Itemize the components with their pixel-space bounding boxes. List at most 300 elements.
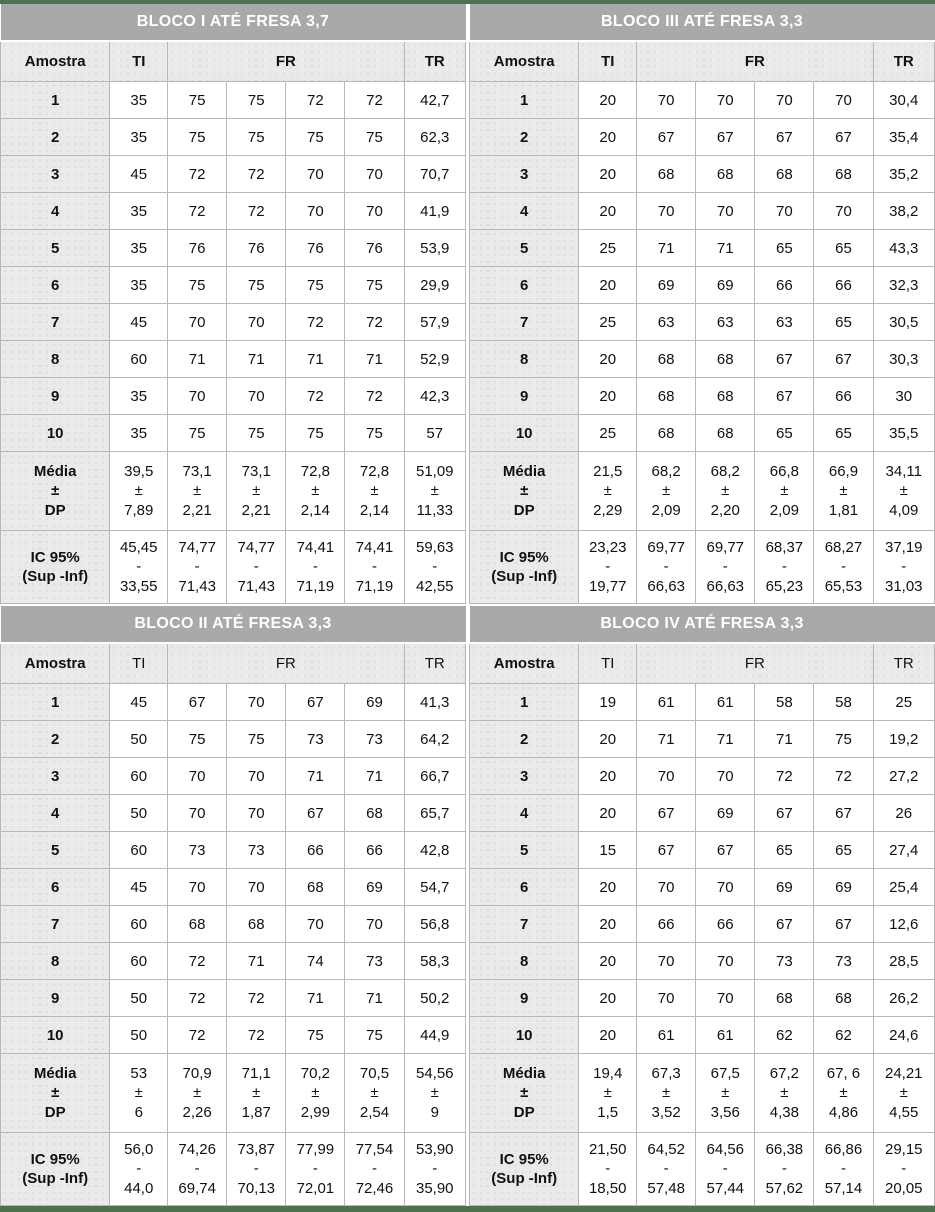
plus-minus-sign: ± bbox=[252, 482, 261, 500]
value-cell: 62 bbox=[755, 1017, 814, 1054]
column-header-amostra: Amostra bbox=[470, 41, 579, 82]
value-cell: 72 bbox=[755, 758, 814, 795]
value-cell: 75 bbox=[286, 267, 345, 304]
value-cell: 20 bbox=[579, 758, 637, 795]
column-header-amostra: Amostra bbox=[1, 41, 110, 82]
ic95-row bbox=[470, 531, 935, 604]
plus-minus-sign: ± bbox=[662, 482, 671, 500]
value-cell: 67 bbox=[286, 795, 345, 832]
value-cell: 66 bbox=[814, 378, 873, 415]
value-cell: 75 bbox=[168, 267, 227, 304]
sample-row bbox=[1, 341, 466, 378]
ic-sup-value: 74,77 bbox=[237, 538, 276, 556]
sample-number-cell: 2 bbox=[470, 119, 579, 156]
value-cell: 75 bbox=[227, 415, 286, 452]
value-cell: 20 bbox=[579, 1017, 637, 1054]
value-cell: 61 bbox=[696, 684, 755, 721]
value-cell: 65 bbox=[755, 230, 814, 267]
value-cell: 70 bbox=[168, 758, 227, 795]
ic-sup-value: 77,99 bbox=[296, 1140, 335, 1158]
value-cell: 66 bbox=[696, 906, 755, 943]
value-cell: 70,7 bbox=[404, 156, 465, 193]
range-separator: - bbox=[605, 1160, 611, 1178]
bloco-iii-body bbox=[470, 82, 935, 604]
value-cell: 60 bbox=[110, 906, 168, 943]
ic-inf-value: 42,55 bbox=[415, 577, 454, 595]
block-title: BLOCO IV ATÉ FRESA 3,3 bbox=[470, 605, 935, 643]
sample-row bbox=[1, 267, 466, 304]
value-cell: 20 bbox=[579, 193, 637, 230]
mean-value: 51,09 bbox=[415, 462, 454, 480]
value-cell: 29,9 bbox=[404, 267, 465, 304]
ic95-cell bbox=[814, 531, 873, 604]
value-cell: 20 bbox=[579, 267, 637, 304]
value-cell: 71 bbox=[755, 721, 814, 758]
ic95-cell bbox=[345, 531, 404, 604]
value-cell: 71 bbox=[286, 341, 345, 378]
sample-row bbox=[1, 869, 466, 906]
block-title-row bbox=[1, 4, 466, 41]
value-cell: 20 bbox=[579, 341, 637, 378]
dp-value: 4,09 bbox=[889, 501, 919, 519]
column-header-row bbox=[1, 41, 466, 82]
sample-row bbox=[470, 304, 935, 341]
sample-number-cell: 1 bbox=[1, 82, 110, 119]
value-cell: 69 bbox=[696, 795, 755, 832]
value-cell: 70 bbox=[637, 758, 696, 795]
value-cell: 69 bbox=[345, 684, 404, 721]
ic-inf-value: 19,77 bbox=[588, 577, 627, 595]
media-dp-cell bbox=[814, 452, 873, 531]
ic95-cell bbox=[637, 531, 696, 604]
value-cell: 70 bbox=[286, 906, 345, 943]
mean-value: 72,8 bbox=[300, 462, 330, 480]
sample-row bbox=[1, 721, 466, 758]
value-cell: 73 bbox=[755, 943, 814, 980]
range-separator: - bbox=[663, 1160, 669, 1178]
value-cell: 75 bbox=[168, 119, 227, 156]
mean-value: 68,2 bbox=[710, 462, 740, 480]
sample-row bbox=[470, 684, 935, 721]
value-cell: 70 bbox=[168, 378, 227, 415]
mean-value: 54,56 bbox=[415, 1064, 454, 1082]
sample-number-cell: 6 bbox=[470, 267, 579, 304]
block-title: BLOCO III ATÉ FRESA 3,3 bbox=[470, 4, 935, 41]
value-cell: 71 bbox=[168, 341, 227, 378]
value-cell: 72 bbox=[345, 304, 404, 341]
block-title-row bbox=[470, 605, 935, 643]
range-separator: - bbox=[901, 558, 907, 576]
sample-number-cell: 5 bbox=[470, 230, 579, 267]
media-dp-cell bbox=[814, 1054, 873, 1133]
value-cell: 30 bbox=[873, 378, 934, 415]
ic-inf-value: 65,53 bbox=[824, 577, 863, 595]
plus-minus-sign: ± bbox=[370, 482, 379, 500]
label-line: IC 95% bbox=[499, 1150, 549, 1168]
ic95-cell bbox=[814, 1133, 873, 1206]
value-cell: 65 bbox=[755, 832, 814, 869]
block-title: BLOCO I ATÉ FRESA 3,7 bbox=[1, 4, 466, 41]
value-cell: 75 bbox=[168, 415, 227, 452]
column-header-tr: TR bbox=[873, 41, 934, 82]
value-cell: 70 bbox=[814, 82, 873, 119]
value-cell: 70 bbox=[637, 980, 696, 1017]
ic95-cell bbox=[873, 531, 934, 604]
value-cell: 53,9 bbox=[404, 230, 465, 267]
ic-sup-value: 56,0 bbox=[124, 1140, 154, 1158]
value-cell: 73 bbox=[345, 943, 404, 980]
dp-value: 1,81 bbox=[828, 501, 859, 519]
media-dp-cell bbox=[227, 1054, 286, 1133]
value-cell: 75 bbox=[345, 267, 404, 304]
sample-row bbox=[470, 82, 935, 119]
value-cell: 65 bbox=[755, 415, 814, 452]
ic-inf-value: 71,19 bbox=[355, 577, 394, 595]
ic95-cell bbox=[227, 1133, 286, 1206]
sample-number-cell: 10 bbox=[470, 415, 579, 452]
ic95-cell bbox=[637, 1133, 696, 1206]
column-header-tr: TR bbox=[404, 41, 465, 82]
value-cell: 70 bbox=[696, 193, 755, 230]
value-cell: 30,5 bbox=[873, 304, 934, 341]
sample-number-cell: 4 bbox=[470, 193, 579, 230]
value-cell: 35 bbox=[110, 267, 168, 304]
mean-value: 66,8 bbox=[769, 462, 799, 480]
column-header-ti: TI bbox=[110, 643, 168, 684]
value-cell: 75 bbox=[227, 267, 286, 304]
value-cell: 63 bbox=[755, 304, 814, 341]
sample-row bbox=[470, 943, 935, 980]
value-cell: 70 bbox=[345, 906, 404, 943]
value-cell: 70 bbox=[227, 304, 286, 341]
media-dp-label bbox=[470, 1054, 579, 1133]
value-cell: 71 bbox=[696, 721, 755, 758]
value-cell: 70 bbox=[755, 82, 814, 119]
sample-number-cell: 6 bbox=[470, 869, 579, 906]
sample-number-cell: 2 bbox=[1, 721, 110, 758]
value-cell: 65 bbox=[814, 304, 873, 341]
mean-value: 71,1 bbox=[241, 1064, 271, 1082]
ic95-cell bbox=[873, 1133, 934, 1206]
media-dp-cell bbox=[110, 452, 168, 531]
value-cell: 50 bbox=[110, 1017, 168, 1054]
value-cell: 70 bbox=[637, 869, 696, 906]
value-cell: 27,4 bbox=[873, 832, 934, 869]
sample-number-cell: 10 bbox=[470, 1017, 579, 1054]
plus-minus-sign: ± bbox=[252, 1084, 261, 1102]
range-separator: - bbox=[840, 1160, 846, 1178]
value-cell: 70 bbox=[227, 795, 286, 832]
column-header-ti: TI bbox=[579, 41, 637, 82]
dp-value: 2,26 bbox=[182, 1103, 212, 1121]
value-cell: 67 bbox=[696, 119, 755, 156]
value-cell: 25 bbox=[579, 304, 637, 341]
plus-minus-sign: ± bbox=[780, 482, 789, 500]
value-cell: 68 bbox=[168, 906, 227, 943]
value-cell: 75 bbox=[286, 119, 345, 156]
value-cell: 67 bbox=[168, 684, 227, 721]
media-dp-cell bbox=[873, 452, 934, 531]
value-cell: 57 bbox=[404, 415, 465, 452]
plus-minus-sign: ± bbox=[899, 482, 908, 500]
value-cell: 67 bbox=[755, 906, 814, 943]
ic-sup-value: 68,27 bbox=[824, 538, 863, 556]
media-dp-row bbox=[470, 1054, 935, 1133]
column-header-row bbox=[470, 643, 935, 684]
value-cell: 75 bbox=[227, 119, 286, 156]
value-cell: 50 bbox=[110, 795, 168, 832]
dp-value: 2,54 bbox=[359, 1103, 390, 1121]
dp-value: 9 bbox=[430, 1103, 439, 1121]
ic-inf-value: 65,23 bbox=[765, 577, 804, 595]
media-dp-cell bbox=[110, 1054, 168, 1133]
sample-number-cell: 3 bbox=[470, 156, 579, 193]
sample-number-cell: 9 bbox=[470, 980, 579, 1017]
value-cell: 68 bbox=[696, 378, 755, 415]
ic-inf-value: 20,05 bbox=[884, 1179, 923, 1197]
ic95-label bbox=[470, 531, 579, 604]
mean-value: 67,5 bbox=[710, 1064, 740, 1082]
label-line: IC 95% bbox=[30, 548, 80, 566]
value-cell: 67 bbox=[755, 795, 814, 832]
ic-sup-value: 29,15 bbox=[884, 1140, 923, 1158]
ic95-row bbox=[1, 531, 466, 604]
value-cell: 25,4 bbox=[873, 869, 934, 906]
sample-row bbox=[470, 119, 935, 156]
ic95-cell bbox=[696, 1133, 755, 1206]
value-cell: 35,2 bbox=[873, 156, 934, 193]
ic95-row bbox=[470, 1133, 935, 1206]
value-cell: 70 bbox=[696, 82, 755, 119]
mean-value: 70,5 bbox=[359, 1064, 390, 1082]
sample-number-cell: 7 bbox=[1, 906, 110, 943]
value-cell: 67 bbox=[755, 341, 814, 378]
media-dp-cell bbox=[168, 452, 227, 531]
value-cell: 20 bbox=[579, 156, 637, 193]
range-separator: - bbox=[663, 558, 669, 576]
label-line: (Sup -Inf) bbox=[491, 1170, 558, 1187]
label-line: ± bbox=[520, 482, 529, 500]
value-cell: 72 bbox=[168, 1017, 227, 1054]
sample-number-cell: 1 bbox=[470, 82, 579, 119]
value-cell: 72 bbox=[227, 193, 286, 230]
value-cell: 70 bbox=[286, 193, 345, 230]
value-cell: 75 bbox=[345, 415, 404, 452]
value-cell: 42,8 bbox=[404, 832, 465, 869]
ic95-cell bbox=[110, 1133, 168, 1206]
bloco-iii-table bbox=[469, 4, 935, 604]
mean-value: 73,1 bbox=[182, 462, 212, 480]
media-dp-cell bbox=[286, 452, 345, 531]
sample-row bbox=[470, 193, 935, 230]
value-cell: 75 bbox=[814, 721, 873, 758]
value-cell: 73 bbox=[345, 721, 404, 758]
plus-minus-sign: ± bbox=[430, 482, 439, 500]
range-separator: - bbox=[312, 1160, 318, 1178]
range-separator: - bbox=[371, 1160, 377, 1178]
value-cell: 70 bbox=[168, 869, 227, 906]
sample-row bbox=[1, 943, 466, 980]
value-cell: 20 bbox=[579, 119, 637, 156]
value-cell: 67 bbox=[755, 378, 814, 415]
value-cell: 69 bbox=[696, 267, 755, 304]
ic-sup-value: 77,54 bbox=[355, 1140, 394, 1158]
value-cell: 71 bbox=[345, 341, 404, 378]
value-cell: 50 bbox=[110, 980, 168, 1017]
media-dp-cell bbox=[286, 1054, 345, 1133]
value-cell: 68 bbox=[637, 415, 696, 452]
value-cell: 72 bbox=[168, 943, 227, 980]
value-cell: 68 bbox=[345, 795, 404, 832]
sample-number-cell: 7 bbox=[1, 304, 110, 341]
bloco-ii-section bbox=[0, 604, 466, 1206]
sample-number-cell: 5 bbox=[1, 230, 110, 267]
mean-value: 73,1 bbox=[241, 462, 271, 480]
value-cell: 20 bbox=[579, 378, 637, 415]
value-cell: 73 bbox=[227, 832, 286, 869]
value-cell: 72 bbox=[814, 758, 873, 795]
value-cell: 72 bbox=[168, 156, 227, 193]
value-cell: 25 bbox=[873, 684, 934, 721]
sample-number-cell: 5 bbox=[470, 832, 579, 869]
ic-inf-value: 70,13 bbox=[237, 1179, 276, 1197]
value-cell: 75 bbox=[286, 415, 345, 452]
value-cell: 27,2 bbox=[873, 758, 934, 795]
bloco-i-body bbox=[1, 82, 466, 604]
sample-number-cell: 8 bbox=[470, 341, 579, 378]
value-cell: 67 bbox=[286, 684, 345, 721]
range-separator: - bbox=[840, 558, 846, 576]
media-dp-cell bbox=[755, 1054, 814, 1133]
value-cell: 20 bbox=[579, 721, 637, 758]
ic95-cell bbox=[579, 1133, 637, 1206]
dp-value: 2,14 bbox=[359, 501, 390, 519]
value-cell: 68 bbox=[286, 869, 345, 906]
value-cell: 72 bbox=[286, 82, 345, 119]
sample-row bbox=[1, 156, 466, 193]
sample-number-cell: 9 bbox=[470, 378, 579, 415]
plus-minus-sign: ± bbox=[839, 482, 848, 500]
value-cell: 20 bbox=[579, 906, 637, 943]
column-header-fr: FR bbox=[637, 643, 873, 684]
value-cell: 66 bbox=[814, 267, 873, 304]
sample-row bbox=[1, 684, 466, 721]
value-cell: 35 bbox=[110, 415, 168, 452]
value-cell: 54,7 bbox=[404, 869, 465, 906]
value-cell: 71 bbox=[227, 943, 286, 980]
range-separator: - bbox=[253, 558, 259, 576]
ic-inf-value: 57,48 bbox=[647, 1179, 685, 1197]
sample-number-cell: 3 bbox=[470, 758, 579, 795]
sample-row bbox=[470, 980, 935, 1017]
range-separator: - bbox=[312, 558, 318, 576]
value-cell: 45 bbox=[110, 156, 168, 193]
sample-row bbox=[1, 980, 466, 1017]
value-cell: 58 bbox=[814, 684, 873, 721]
value-cell: 73 bbox=[286, 721, 345, 758]
value-cell: 70 bbox=[168, 304, 227, 341]
value-cell: 25 bbox=[579, 230, 637, 267]
bottom-accent-bar bbox=[0, 1206, 935, 1212]
ic-inf-value: 33,55 bbox=[119, 577, 158, 595]
value-cell: 71 bbox=[637, 230, 696, 267]
value-cell: 41,9 bbox=[404, 193, 465, 230]
sample-number-cell: 8 bbox=[470, 943, 579, 980]
value-cell: 71 bbox=[637, 721, 696, 758]
value-cell: 43,3 bbox=[873, 230, 934, 267]
value-cell: 45 bbox=[110, 684, 168, 721]
value-cell: 32,3 bbox=[873, 267, 934, 304]
dp-value: 11,33 bbox=[416, 501, 453, 519]
media-dp-row bbox=[1, 452, 466, 531]
sample-number-cell: 2 bbox=[1, 119, 110, 156]
value-cell: 76 bbox=[286, 230, 345, 267]
media-dp-cell bbox=[637, 1054, 696, 1133]
column-header-fr: FR bbox=[168, 41, 404, 82]
value-cell: 42,7 bbox=[404, 82, 465, 119]
label-line: DP bbox=[44, 501, 66, 519]
dp-value: 2,09 bbox=[651, 501, 681, 519]
sample-row bbox=[1, 906, 466, 943]
column-header-row bbox=[1, 643, 466, 684]
mean-value: 24,21 bbox=[884, 1064, 923, 1082]
value-cell: 35 bbox=[110, 193, 168, 230]
bloco-ii-body bbox=[1, 684, 466, 1206]
dp-value: 4,86 bbox=[828, 1103, 859, 1121]
ic-inf-value: 66,63 bbox=[706, 577, 745, 595]
value-cell: 75 bbox=[345, 119, 404, 156]
value-cell: 35 bbox=[110, 378, 168, 415]
sample-row bbox=[470, 415, 935, 452]
ic-inf-value: 18,50 bbox=[588, 1179, 627, 1197]
ic95-row bbox=[1, 1133, 466, 1206]
value-cell: 71 bbox=[286, 980, 345, 1017]
sample-number-cell: 4 bbox=[1, 795, 110, 832]
block-title: BLOCO II ATÉ FRESA 3,3 bbox=[1, 605, 466, 643]
plus-minus-sign: ± bbox=[311, 482, 320, 500]
label-line: ± bbox=[51, 482, 60, 500]
mean-value: 53 bbox=[130, 1064, 148, 1082]
sample-number-cell: 1 bbox=[470, 684, 579, 721]
ic-sup-value: 66,86 bbox=[824, 1140, 863, 1158]
range-separator: - bbox=[136, 558, 142, 576]
sample-number-cell: 9 bbox=[1, 980, 110, 1017]
mean-value: 70,9 bbox=[182, 1064, 212, 1082]
value-cell: 76 bbox=[345, 230, 404, 267]
ic-inf-value: 66,63 bbox=[647, 577, 685, 595]
bloco-ii-table bbox=[0, 604, 466, 1206]
value-cell: 75 bbox=[345, 1017, 404, 1054]
ic-sup-value: 37,19 bbox=[884, 538, 923, 556]
ic-sup-value: 21,50 bbox=[588, 1140, 627, 1158]
value-cell: 75 bbox=[286, 1017, 345, 1054]
ic95-cell bbox=[286, 531, 345, 604]
ic-sup-value: 66,38 bbox=[765, 1140, 804, 1158]
bloco-iv-table bbox=[469, 604, 935, 1206]
value-cell: 63 bbox=[696, 304, 755, 341]
value-cell: 45 bbox=[110, 869, 168, 906]
ic95-cell bbox=[404, 531, 465, 604]
sample-row bbox=[470, 267, 935, 304]
value-cell: 75 bbox=[227, 721, 286, 758]
sample-number-cell: 3 bbox=[1, 758, 110, 795]
ic-sup-value: 74,26 bbox=[178, 1140, 216, 1158]
value-cell: 56,8 bbox=[404, 906, 465, 943]
range-separator: - bbox=[901, 1160, 907, 1178]
sample-row bbox=[470, 869, 935, 906]
ic95-label bbox=[470, 1133, 579, 1206]
media-dp-label bbox=[470, 452, 579, 531]
